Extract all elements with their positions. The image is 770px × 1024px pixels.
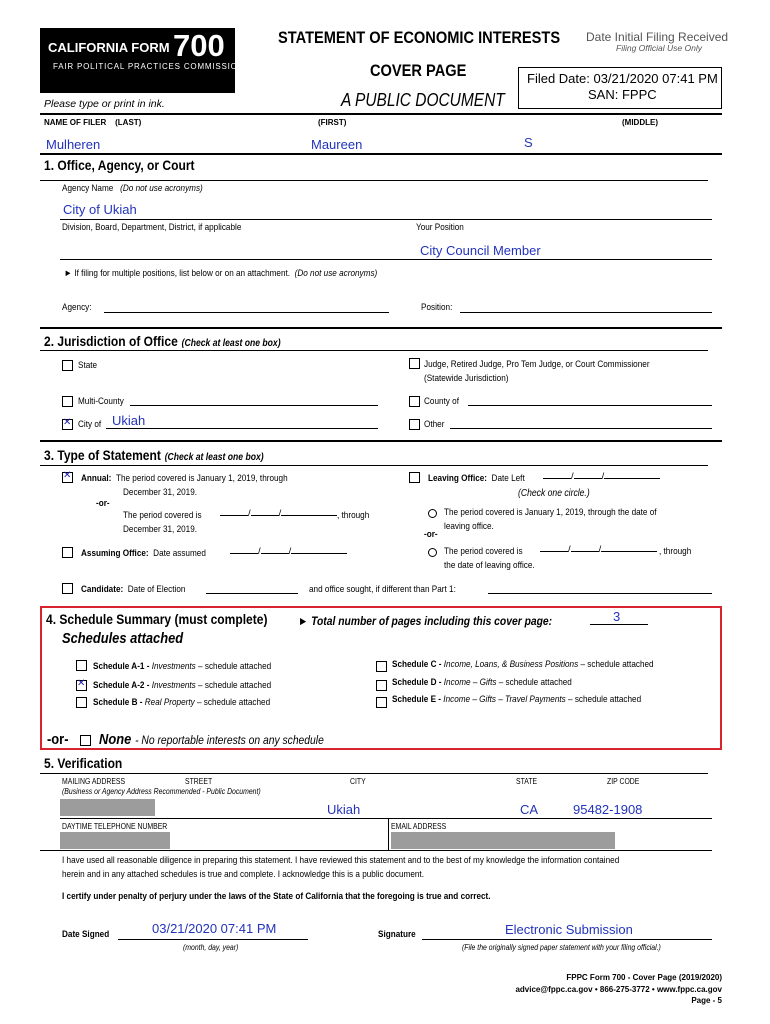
multi-county-label: Multi-County [78, 396, 124, 407]
name-middle-label: (MIDDLE) [622, 118, 658, 127]
type-print-note: Please type or print in ink. [44, 98, 165, 110]
schedule-b-checkbox[interactable] [76, 697, 87, 708]
or-label: -or- [96, 498, 110, 509]
judge-label: Judge, Retired Judge, Pro Tem Judge, or Court Commissioner [424, 359, 650, 370]
state-col-label: STATE [516, 777, 538, 786]
schedule-c-checkbox[interactable] [376, 661, 387, 672]
multi-county-checkbox[interactable] [62, 396, 73, 407]
agency-name-field[interactable]: City of Ukiah [63, 202, 137, 217]
candidate-text: Candidate: Date of Election [81, 584, 186, 595]
judge-checkbox[interactable] [409, 358, 420, 369]
county-checkbox[interactable] [409, 396, 420, 407]
city-col-label: CITY [350, 777, 366, 786]
mailing-label: MAILING ADDRESS [62, 777, 126, 786]
state-label: State [78, 360, 98, 371]
certify-text: I certify under penalty of perjury under the laws of the State of California that the foregoing is true and correct. [62, 891, 491, 902]
public-document-title: A PUBLIC DOCUMENT [341, 90, 505, 110]
state-checkbox[interactable] [62, 360, 73, 371]
check-one-note: (Check one circle.) [518, 488, 590, 499]
leave-opt1-text-2: leaving office. [444, 521, 494, 532]
other-label: Other [424, 419, 445, 430]
footer-form-line: FPPC Form 700 - Cover Page (2019/2020) [566, 973, 722, 982]
none-or-label: -or- [47, 731, 69, 748]
phone-redacted [60, 832, 170, 849]
position2-label: Position: [421, 302, 453, 313]
leave-or-label: -or- [424, 529, 438, 540]
street-label: STREET [185, 777, 213, 786]
leave-opt2-date-field[interactable]: / / [540, 544, 657, 555]
address-zip-field[interactable]: 95482-1908 [573, 802, 643, 817]
annual-text-2: December 31, 2019. [123, 487, 198, 498]
leaving-text: Leaving Office: Date Left [428, 473, 525, 484]
san: SAN: FPPC [588, 87, 657, 102]
leave-opt2-text: The period covered is [444, 546, 523, 557]
leave-opt2-text-2: the date of leaving office. [444, 560, 535, 571]
multiple-positions-note: ► If filing for multiple positions, list below or on an attachment. (Do not use acronyms) [64, 268, 378, 279]
period-text: The period covered is [123, 510, 202, 521]
section3-title: 3. Type of Statement (Check at least one box) [44, 447, 264, 463]
dec-text: December 31, 2019. [123, 524, 198, 535]
date-format-note: (month, day, year) [183, 943, 239, 952]
assuming-text: Assuming Office: Date assumed [81, 548, 206, 559]
footer-page-number: Page - 5 [691, 996, 722, 1005]
position-field[interactable]: City Council Member [420, 243, 541, 258]
official-use-label: Filing Official Use Only [616, 43, 702, 53]
footer-contact-line: advice@fppc.ca.gov • 866-275-3772 • www.fppc.ca.gov [515, 985, 722, 994]
phone-label: DAYTIME TELEPHONE NUMBER [62, 822, 168, 831]
leaving-checkbox[interactable] [409, 472, 420, 483]
division-label: Division, Board, Department, District, if applicable [62, 222, 242, 233]
section1-title: 1. Office, Agency, or Court [44, 157, 195, 173]
commission-label: FAIR POLITICAL PRACTICES COMMISSION [53, 62, 245, 71]
other-field[interactable] [450, 428, 712, 429]
candidate-checkbox[interactable] [62, 583, 73, 594]
leave-opt2-radio[interactable] [428, 548, 437, 557]
agency2-label: Agency: [62, 302, 92, 313]
section5-title: 5. Verification [44, 755, 123, 771]
verification-para-2: herein and in any attached schedules is true and complete. I acknowledge this is a public document. [62, 869, 424, 880]
office-sought-label: and office sought, if different than Part 1: [309, 584, 456, 595]
form-label: CALIFORNIA FORM [48, 40, 170, 55]
name-last-label: NAME OF FILER (LAST) [44, 118, 142, 127]
signature-field[interactable]: Electronic Submission [505, 922, 633, 937]
leaving-date-field[interactable]: / / [543, 471, 660, 482]
cover-page-title: COVER PAGE [370, 61, 467, 80]
name-first-field[interactable]: Maureen [311, 137, 363, 152]
schedule-d-label: Schedule D - Income – Gifts – schedule attached [392, 677, 572, 688]
schedule-e-label: Schedule E - Income – Gifts – Travel Payments – schedule attached [392, 694, 642, 705]
agency-name-label: Agency Name (Do not use acronyms) [62, 183, 203, 194]
none-label: None - No reportable interests on any schedule [99, 731, 324, 748]
name-last-field[interactable]: Mulheren [46, 137, 101, 152]
signature-label: Signature [378, 929, 416, 940]
schedule-c-label: Schedule C - Income, Loans, & Business Positions – schedule attached [392, 659, 654, 670]
signature-note: (File the originally signed paper statement with your filing official.) [462, 943, 661, 952]
schedule-d-checkbox[interactable] [376, 680, 387, 691]
form-title: STATEMENT OF ECONOMIC INTERESTS [278, 28, 561, 47]
assuming-date-field[interactable]: / / [230, 546, 347, 557]
date-signed-field[interactable]: 03/21/2020 07:41 PM [152, 921, 277, 936]
schedule-e-checkbox[interactable] [376, 697, 387, 708]
schedules-attached-title: Schedules attached [62, 630, 184, 647]
position2-field[interactable] [460, 312, 712, 313]
county-field[interactable] [468, 405, 712, 406]
election-date-field[interactable] [206, 593, 298, 594]
schedule-a1-checkbox[interactable] [76, 660, 87, 671]
date-initial-label: Date Initial Filing Received [586, 30, 729, 44]
agency2-field[interactable] [104, 312, 389, 313]
email-redacted [391, 832, 615, 849]
assuming-checkbox[interactable] [62, 547, 73, 558]
recommend-note: (Business or Agency Address Recommended - Public Document) [62, 787, 261, 796]
name-first-label: (FIRST) [318, 118, 347, 127]
judge-label-2: (Statewide Jurisdiction) [424, 373, 509, 384]
address-city-field[interactable]: Ukiah [327, 802, 361, 817]
zip-col-label: ZIP CODE [607, 777, 640, 786]
annual-checkbox[interactable] [62, 472, 73, 483]
date-signed-label: Date Signed [62, 929, 110, 940]
filed-date: Filed Date: 03/21/2020 07:41 PM [527, 71, 718, 86]
schedule-b-label: Schedule B - Real Property – schedule attached [93, 697, 271, 708]
through-label: , through [337, 510, 370, 521]
position-label: Your Position [416, 222, 464, 233]
period-date-field[interactable]: / / [220, 508, 337, 519]
verification-para-1: I have used all reasonable diligence in preparing this statement. I have reviewed this statement and to the best of my knowledge the information contained [62, 855, 620, 866]
leave-opt2-through: , through [659, 546, 692, 557]
schedule-a2-checkbox[interactable] [76, 680, 87, 691]
schedule-a2-label: Schedule A-2 - Investments – schedule attached [93, 680, 272, 691]
leave-opt1-text: The period covered is January 1, 2019, through the date of [444, 507, 657, 518]
other-checkbox[interactable] [409, 419, 420, 430]
annual-text: Annual: The period covered is January 1, 2019, through [81, 473, 288, 484]
address-state-field[interactable]: CA [520, 802, 539, 817]
form-number: 700 [173, 28, 225, 63]
county-label: County of [424, 396, 459, 407]
email-label: EMAIL ADDRESS [391, 822, 447, 831]
street-redacted [60, 799, 155, 816]
leave-opt1-radio[interactable] [428, 509, 437, 518]
total-pages-label: ► Total number of pages including this cover page: [298, 614, 553, 628]
city-field[interactable]: Ukiah [112, 413, 146, 428]
section4-title: 4. Schedule Summary (must complete) [46, 611, 268, 627]
name-middle-field[interactable]: S [524, 135, 533, 150]
city-checkbox[interactable] [62, 419, 73, 430]
total-pages-field[interactable]: 3 [613, 609, 621, 624]
none-checkbox[interactable] [80, 735, 91, 746]
office-sought-field[interactable] [488, 593, 712, 594]
city-label: City of [78, 419, 102, 430]
schedule-a1-label: Schedule A-1 - Investments – schedule attached [93, 661, 272, 672]
section2-title: 2. Jurisdiction of Office (Check at least one box) [44, 333, 281, 349]
